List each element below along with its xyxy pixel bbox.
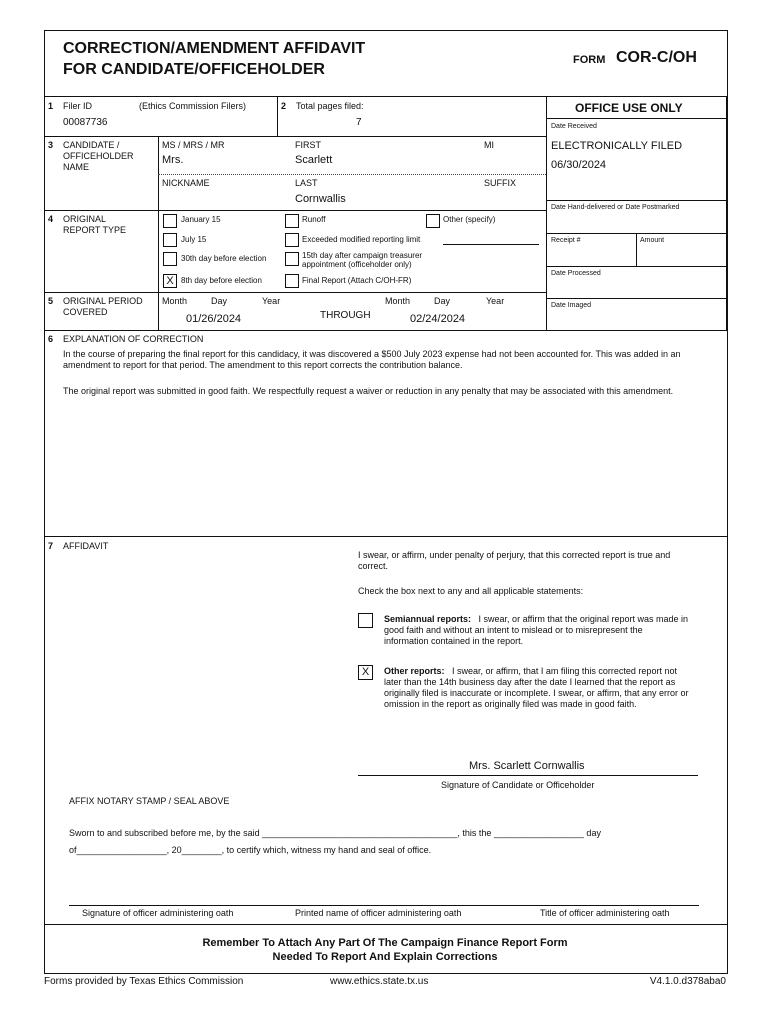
through-label: THROUGH	[320, 310, 371, 321]
sworn-line-1[interactable]: Sworn to and subscribed before me, by the said _______________________________________, this the __________________ day	[69, 828, 601, 838]
sec-divider	[277, 96, 278, 136]
col-divider	[158, 136, 159, 330]
report-type-label: ORIGINAL REPORT TYPE	[63, 214, 127, 235]
officer-signature-line	[69, 905, 699, 906]
semiannual-statement	[384, 614, 689, 647]
receipt-label: Receipt #	[551, 237, 581, 244]
other-reports-title: Other reports:	[384, 666, 445, 676]
option-other: Other (specify)	[443, 215, 496, 224]
prefix-label: MS / MRS / MR	[162, 140, 225, 150]
sec1-num: 1	[48, 101, 54, 111]
candidate-name-label: CANDIDATE / OFFICEHOLDER NAME	[63, 140, 134, 172]
from-year-label: Year	[262, 296, 281, 306]
sec5-num: 5	[48, 296, 54, 306]
prefix-value[interactable]: Mrs.	[162, 154, 184, 166]
date-received-label: Date Received	[551, 123, 597, 130]
form-title-line1: CORRECTION/AMENDMENT AFFIDAVIT	[63, 40, 366, 57]
affidavit-label: AFFIDAVIT	[63, 541, 109, 551]
row-divider	[44, 330, 727, 331]
other-reports-statement	[384, 666, 689, 710]
semiannual-text: I swear, or affirm that the original report was made in good faith and without an intent to mislead or to misrepresent the information contained in the report.	[384, 614, 688, 646]
footer-url[interactable]: www.ethics.state.tx.us	[330, 976, 429, 987]
check-intro: Check the box next to any and all applicable statements:	[358, 586, 584, 596]
checkbox-exceeded-limit[interactable]	[285, 233, 299, 247]
footer-left: Forms provided by Texas Ethics Commission	[44, 976, 244, 987]
name-dotted-line	[158, 174, 546, 175]
suffix-label: SUFFIX	[484, 178, 517, 188]
semiannual-title: Semiannual reports:	[384, 614, 472, 624]
sec3-num: 3	[48, 140, 54, 150]
to-day-label: Day	[434, 296, 451, 306]
officer-title-label: Title of officer administering oath	[540, 908, 670, 918]
total-pages-label: Total pages filed:	[296, 101, 364, 111]
sec6-num: 6	[48, 334, 54, 344]
signature-line	[358, 775, 698, 776]
other-reports-text: I swear, or affirm, that I am filing this corrected report not later than the 14th business day after the date I learned that the report as originally filed is inaccurate or incomplete. I swear, or affirm, that any error or omission in the report as originally filed was made in good faith.	[384, 666, 689, 709]
amount-label: Amount	[640, 237, 665, 244]
total-pages-value[interactable]: 7	[356, 117, 362, 128]
checkbox-15th-day-after[interactable]	[285, 252, 299, 266]
option-final-report: Final Report (Attach C/OH-FR)	[302, 276, 412, 285]
to-year-label: Year	[486, 296, 505, 306]
last-value[interactable]: Cornwallis	[295, 193, 346, 205]
office-use-box	[546, 96, 727, 331]
last-label: LAST	[295, 178, 318, 188]
form-title-line2: FOR CANDIDATE/OFFICEHOLDER	[63, 61, 325, 78]
from-day-label: Day	[211, 296, 228, 306]
filer-id-value[interactable]: 00087736	[63, 117, 108, 128]
row-divider	[44, 136, 546, 137]
first-value[interactable]: Scarlett	[295, 154, 333, 166]
form-prefix: FORM	[573, 54, 606, 66]
notary-label: AFFIX NOTARY STAMP / SEAL ABOVE	[69, 796, 230, 806]
checkbox-runoff[interactable]	[285, 214, 299, 228]
to-date-value[interactable]: 02/24/2024	[410, 313, 466, 325]
row-divider	[44, 924, 727, 925]
reminder-line-1: Remember To Attach Any Part Of The Campaign Finance Report Form	[202, 937, 568, 949]
reminder-line-2: Needed To Report And Explain Corrections	[272, 951, 498, 963]
option-january-15: January 15	[181, 215, 221, 224]
swear-statement: I swear, or affirm, under penalty of perjury, that this corrected report is true and correct.	[358, 550, 671, 571]
option-july-15: July 15	[181, 235, 207, 244]
office-use-title: OFFICE USE ONLY	[575, 101, 683, 115]
nickname-label: NICKNAME	[162, 178, 210, 188]
officer-name-label: Printed name of officer administering oath	[295, 908, 462, 918]
row-divider	[44, 536, 727, 537]
option-8th-day: 8th day before election	[181, 276, 262, 285]
filer-id-note: (Ethics Commission Filers)	[139, 101, 247, 111]
filer-id-label: Filer ID	[63, 101, 92, 111]
row-divider	[44, 292, 546, 293]
sec4-num: 4	[48, 214, 54, 224]
footer-version: V4.1.0.d378aba0	[649, 976, 726, 987]
row-divider	[44, 210, 546, 211]
checkbox-semiannual[interactable]	[358, 613, 373, 628]
sec7-num: 7	[48, 541, 54, 551]
to-month-label: Month	[385, 296, 411, 306]
from-month-label: Month	[162, 296, 188, 306]
explanation-para2[interactable]: The original report was submitted in good faith. We respectfully request a waiver or reduction in any penalty that may be associated with this amendment.	[63, 386, 674, 396]
checkbox-8th-day[interactable]: X	[163, 274, 177, 288]
processed-label: Date Processed	[551, 270, 601, 277]
office-divider	[546, 118, 726, 119]
option-runoff: Runoff	[302, 215, 326, 224]
form-code: COR-C/OH	[616, 49, 697, 66]
filing-status: ELECTRONICALLY FILED	[551, 140, 683, 152]
checkbox-other-reports[interactable]: X	[358, 665, 373, 680]
sec2-num: 2	[281, 101, 287, 111]
explanation-para1[interactable]: In the course of preparing the final report for this candidacy, it was discovered a $500 July 2023 expense had not been accounted for. This was added in an amendment to report for that period. The amendment to this report corrects the contribution balance.	[63, 349, 681, 370]
option-exceeded-limit: Exceeded modified reporting limit	[302, 235, 421, 244]
explanation-label: EXPLANATION OF CORRECTION	[63, 334, 204, 344]
signer-name[interactable]: Mrs. Scarlett Cornwallis	[469, 760, 585, 772]
checkbox-january-15[interactable]	[163, 214, 177, 228]
signature-label: Signature of Candidate or Officeholder	[441, 780, 595, 790]
mi-label: MI	[484, 140, 494, 150]
date-hand-label: Date Hand-delivered or Date Postmarked	[551, 204, 680, 211]
office-divider	[546, 200, 726, 201]
option-15th-day-after: 15th day after campaign treasurer appointment (officeholder only)	[302, 251, 423, 269]
option-30th-day: 30th day before election	[181, 254, 267, 263]
filing-date: 06/30/2024	[551, 159, 607, 171]
office-divider	[546, 266, 726, 267]
checkbox-other[interactable]	[426, 214, 440, 228]
from-date-value[interactable]: 01/26/2024	[186, 313, 242, 325]
imaged-label: Date Imaged	[551, 302, 592, 309]
first-label: FIRST	[295, 140, 321, 150]
checkbox-30th-day[interactable]	[163, 252, 177, 266]
office-divider	[546, 298, 726, 299]
checkbox-july-15[interactable]	[163, 233, 177, 247]
other-specify-line[interactable]	[443, 244, 539, 245]
checkbox-final-report[interactable]	[285, 274, 299, 288]
period-label: ORIGINAL PERIOD COVERED	[63, 296, 143, 317]
officer-signature-label: Signature of officer administering oath	[82, 908, 234, 918]
office-vertical	[636, 233, 637, 266]
sworn-line-2[interactable]: of__________________, 20________, to certify which, witness my hand and seal of office.	[69, 845, 432, 855]
